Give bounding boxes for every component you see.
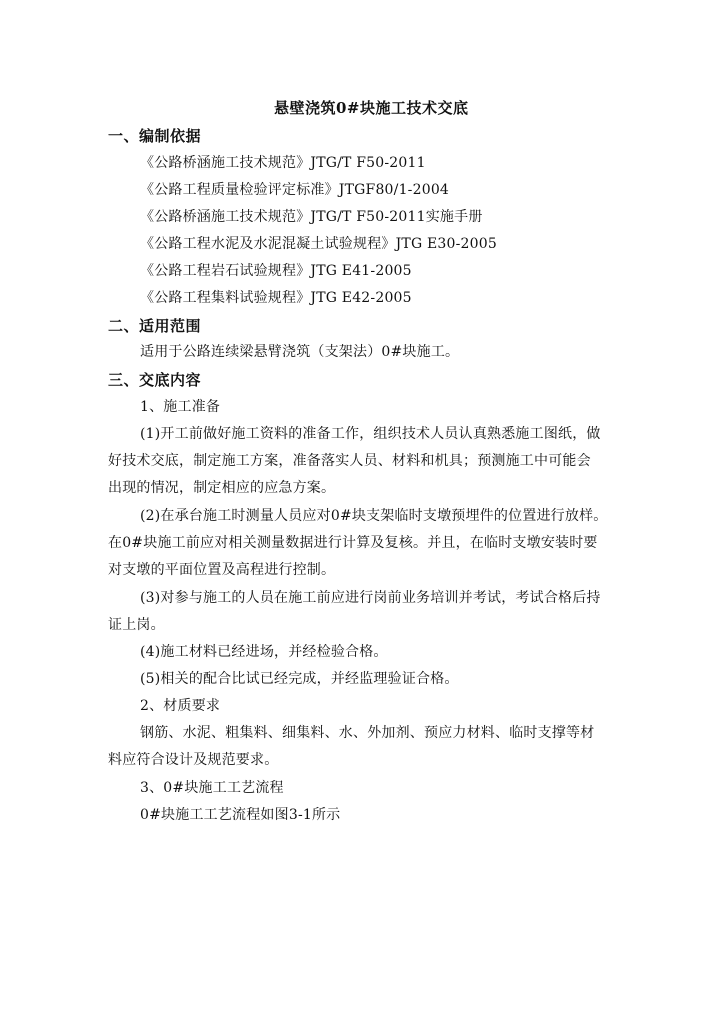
paragraph-line: 在0#块施工前应对相关测量数据进行计算及复核。并且，在临时支墩安装时要 [108, 535, 598, 551]
subsection-heading-process: 3、0#块施工工艺流程 [140, 780, 284, 796]
paragraph-line: 证上岗。 [108, 617, 165, 633]
document-title: 悬壁浇筑0#块施工技术交底 [274, 99, 469, 117]
paragraph-line: 好技术交底，制定施工方案，准备落实人员、材料和机具；预测施工中可能会 [108, 453, 591, 469]
paragraph-line: (3)对参与施工的人员在施工前应进行岗前业务培训并考试，考试合格后持 [140, 590, 601, 606]
paragraph-line: 钢筋、水泥、粗集料、细集料、水、外加剂、预应力材料、临时支撑等材 [140, 725, 595, 741]
reference-item: 《公路桥涵施工技术规范》JTG/T F50-2011 [140, 155, 426, 171]
reference-item: 《公路桥涵施工技术规范》JTG/T F50-2011实施手册 [140, 209, 483, 225]
section-heading-content: 三、交底内容 [108, 371, 202, 389]
paragraph-line: (1)开工前做好施工资料的准备工作，组织技术人员认真熟悉施工图纸，做 [140, 426, 601, 442]
scope-text: 适用于公路连续梁悬臂浇筑（支架法）0#块施工。 [140, 344, 460, 360]
paragraph-line: 料应符合设计及规范要求。 [108, 752, 279, 768]
paragraph-line: 0#块施工工艺流程如图3-1所示 [140, 807, 341, 823]
section-heading-basis: 一、编制依据 [108, 127, 202, 145]
reference-item: 《公路工程质量检验评定标准》JTGF80/1-2004 [140, 182, 450, 198]
reference-item: 《公路工程岩石试验规程》JTG E41-2005 [140, 263, 412, 279]
subsection-heading-preparation: 1、施工准备 [140, 399, 221, 415]
paragraph-line: 对支墩的平面位置及高程进行控制。 [108, 562, 336, 578]
paragraph-line: 出现的情况，制定相应的应急方案。 [108, 480, 336, 496]
paragraph-line: (4)施工材料已经进场，并经检验合格。 [140, 644, 388, 660]
reference-item: 《公路工程集料试验规程》JTG E42-2005 [140, 290, 412, 306]
reference-item: 《公路工程水泥及水泥混凝土试验规程》JTG E30-2005 [140, 236, 497, 252]
subsection-heading-materials: 2、材质要求 [140, 698, 221, 714]
section-heading-scope: 二、适用范围 [108, 317, 202, 335]
paragraph-line: (2)在承台施工时测量人员应对0#块支架临时支墩预埋件的位置进行放样。 [140, 508, 608, 524]
paragraph-line: (5)相关的配合比试已经完成，并经监理验证合格。 [140, 671, 459, 687]
